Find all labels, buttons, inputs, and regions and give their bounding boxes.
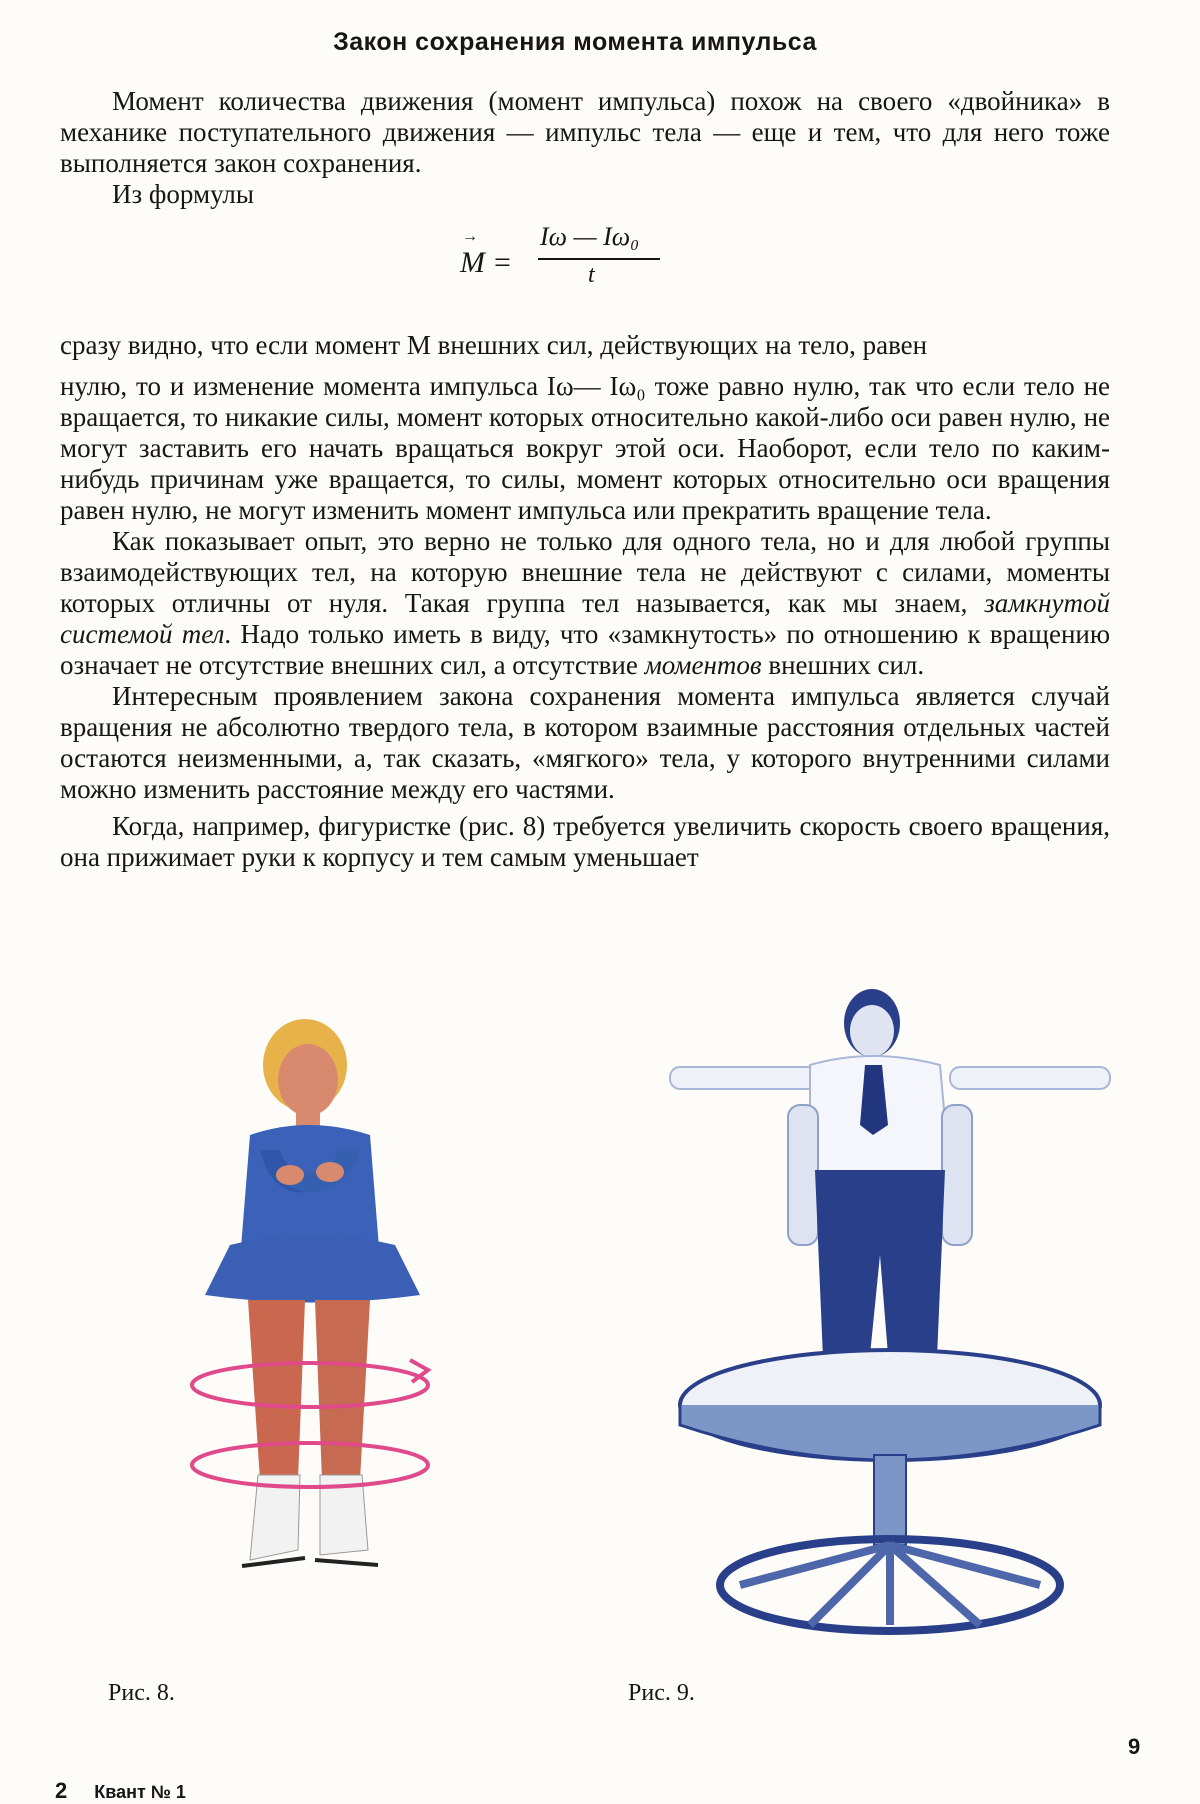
p3-after: внешних сил.	[761, 650, 925, 680]
continuation-line-1: сразу видно, что если момент M внешних сил, действующих на тело, равен	[60, 330, 928, 360]
page-title: Закон сохранения момента импульса	[333, 28, 817, 56]
p3-emphasis-1: замкнутой системой тел	[60, 588, 1110, 649]
main-text	[60, 330, 1110, 873]
paragraph-4: Интересным проявлением закона сохранения момента импульса является случай вращения не абсолютно твердого тела, в котором взаимные расстояния отдельных частей остаются неизменными, а, так сказать, «мягкого» тела, у которого внутренними силами можно изменить расстояние между его частями.	[60, 681, 1110, 804]
page-footer	[55, 1778, 186, 1804]
figure-9-caption: Рис. 9.	[628, 1680, 695, 1706]
journal-name: Квант № 1	[94, 1782, 186, 1802]
paragraph-5: Когда, например, фигуристке (рис. 8) требуется увеличить скорость своего вращения, она прижимает руки к корпусу и тем самым уменьшает	[60, 811, 1110, 872]
formula	[460, 222, 680, 302]
paragraph-2: Из формулы	[112, 179, 255, 209]
p3-middle: . Надо только иметь в виду, что «замкнутость» по отношению к вращению означает не отсутствие внешних сил, а отсутствие	[60, 619, 1111, 680]
signature-mark: 2	[55, 1778, 68, 1803]
formula-equals: =	[494, 246, 511, 279]
p3-emphasis-2: моментов	[644, 650, 762, 680]
intro-text	[60, 86, 1110, 210]
rotating-platform-illustration	[660, 985, 1120, 1665]
formula-numerator: Iω — Iω₀	[540, 222, 640, 251]
continuation-text: нулю, то и изменение момента импульса Iω— Iω₀ тоже равно нулю, так что если тело не вращается, то никакие силы, момент которых относительно какой-либо оси равен нулю, не могут заставить его начать вращаться вокруг этой оси. Наоборот, если тело по каким-нибудь причинам уже вращается, то силы, момент которых относительно оси вращения равен нулю, не могут изменить момент импульса или прекратить вращение тела.	[60, 371, 1110, 525]
page-number: 9	[1128, 1734, 1141, 1759]
formula-lhs: → M	[460, 246, 485, 280]
formula-denominator: t	[588, 262, 595, 288]
figure-skater-illustration	[180, 1010, 450, 1670]
p3-before: Как показывает опыт, это верно не только для одного тела, но и для любой группы взаимодействующих тел, на которую внешние тела не действуют с силами, моменты которых отличны от нуля. Такая группа тел называется, как мы знаем,	[60, 526, 1110, 618]
paragraph-1: Момент количества движения (момент импульса) похож на своего «двойника» в механике поступательного движения — импульс тела — еще и тем, что для него тоже выполняется закон сохранения.	[60, 86, 1110, 178]
fraction-bar	[538, 258, 660, 260]
paragraph-3	[60, 526, 1110, 681]
figure-8-caption: Рис. 8.	[108, 1680, 175, 1706]
